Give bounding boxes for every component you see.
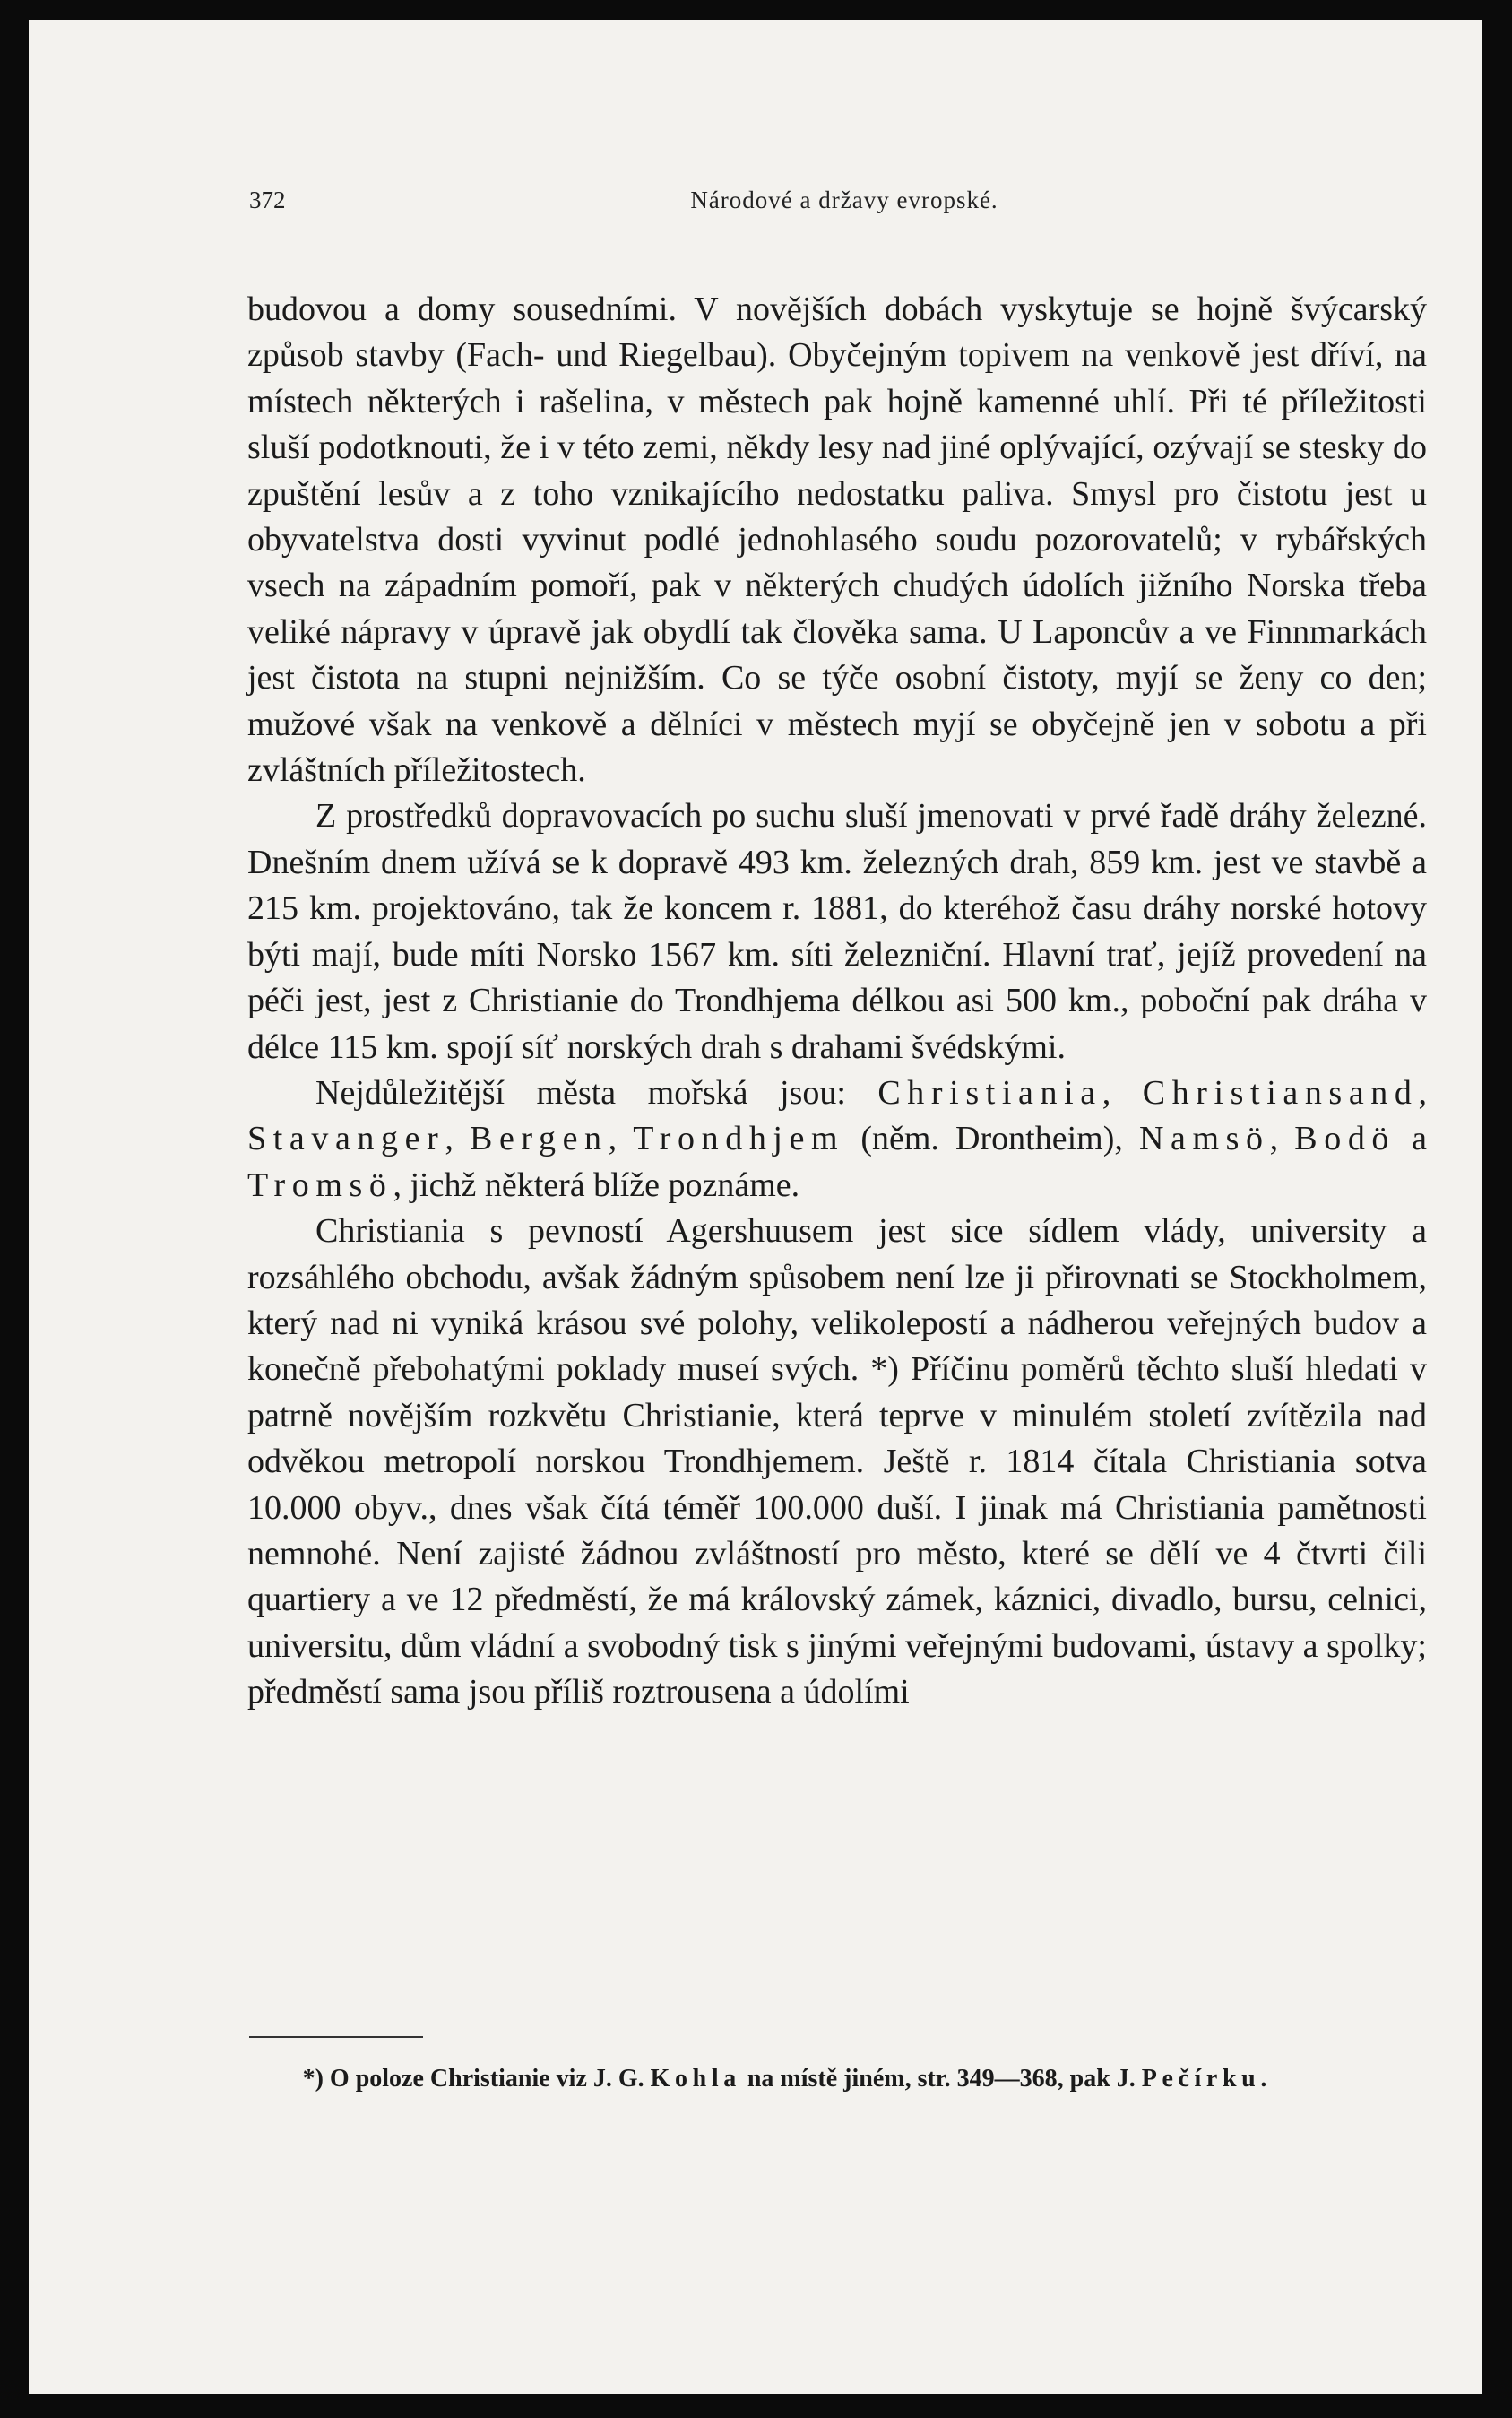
running-title: Národové a državy evropské. <box>690 186 998 213</box>
footnote <box>247 2062 1427 2095</box>
city-stavanger: Stavanger <box>247 1120 445 1158</box>
city-bodo: Bodö <box>1294 1120 1396 1158</box>
p3-end: , jichž některá blíže poznáme. <box>393 1166 800 1204</box>
book-page <box>29 20 1482 2394</box>
footnote-end: . <box>1260 2065 1267 2093</box>
body-text <box>247 287 1427 1716</box>
p3-intro: Nejdůležitější města mořská jsou: <box>315 1073 878 1112</box>
paragraph-3 <box>247 1070 1427 1209</box>
city-trondhjem: Trondhjem <box>633 1120 845 1158</box>
city-bergen: Bergen <box>470 1120 609 1158</box>
footnote-text <box>247 2062 1427 2095</box>
conjunction: a <box>1395 1120 1428 1158</box>
separator: , <box>608 1120 634 1158</box>
city-christiansand: Christiansand <box>1142 1073 1419 1112</box>
footnote-author-kohl: Kohla <box>650 2065 741 2093</box>
running-head <box>249 186 1439 222</box>
city-christiania: Christiania <box>877 1073 1102 1112</box>
footnote-author-pecirka: Pečírku <box>1141 2065 1261 2093</box>
p3-mid: (něm. Drontheim), <box>844 1120 1139 1158</box>
separator: , <box>1269 1120 1295 1158</box>
paragraph-2: Z prostředků dopravovacích po suchu sluší jmenovati v prvé řadě dráhy železné. Dnešním dnem užívá se k dopravě 493 km. železných drah, 859 km. jest ve stavbě a 215 km. projektováno, tak že koncem r. 1881, do kteréhož času dráhy norské hotovy býti mají, bude míti Norsko 1567 km. síti železniční. Hlavní trať, jejíž provedení na péči jest, jest z Christianie do Trondhjema délkou asi 500 km., poboční pak dráha v délce 115 km. spojí síť norských drah s drahami švédskými. <box>247 797 1427 1066</box>
page-number: 372 <box>249 186 286 213</box>
separator: , <box>1418 1073 1427 1112</box>
footnote-middle: na místě jiném, str. 349—368, pak J. <box>740 2065 1142 2093</box>
paragraph-1: budovou a domy sousedními. V novějších dobách vyskytuje se hojně švýcarský způsob stavby (Fach- und Riegelbau). Obyčejným topivem na venkově jest dříví, na místech některých i rašelina, v městech pak hojně kamenné uhlí. Při té příležitosti sluší podotknouti, že i v této zemi, někdy lesy nad jiné oplývající, ozývají se stesky do zpuštění lesův a z toho vznikajícího nedostatku paliva. Smysl pro čistotu jest u obyvatelstva dosti vyvinut podlé jednohlasého soudu pozorovatelů; v rybářských vsech na západním pomoří, pak v některých chudých údolích jižního Norska třeba veliké nápravy v úpravě jak obydlí tak člověka sama. U Laponcův a ve Finnmarkách jest čistota na stupni nejnižším. Co se týče osobní čistoty, myjí se ženy co den; mužové však na venkově a dělníci v městech myjí se obyčejně jen v sobotu a při zvláštních příležitostech. <box>247 290 1427 790</box>
separator: , <box>1102 1073 1143 1112</box>
separator: , <box>445 1120 470 1158</box>
city-tromso: Tromsö <box>247 1166 393 1204</box>
footnote-marker: *) O poloze Christianie viz J. G. <box>302 2065 651 2093</box>
paragraph-4: Christiania s pevností Agershuusem jest sice sídlem vlády, university a rozsáhlého obchodu, avšak žádným spůsobem není lze ji přirovnati se Stockholmem, který nad ni vyniká krásou své polohy, velikolepostí a nádherou veřejných budov a konečně přebohatými poklady museí svých. *) Příčinu poměrů těchto sluší hledati v patrně novějším rozkvětu Christianie, která teprve v minulém století zvítězila nad odvěkou metropolí norskou Trondhjemem. Ještě r. 1814 čítala Christiania sotva 10.000 obyv., dnes však čítá téměř 100.000 duší. I jinak má Christiania pamětnosti nemnohé. Není zajisté žádnou zvláštností pro město, které se dělí ve 4 čtvrti čili quartiery a ve 12 předměstí, že má královský zámek, káznici, divadlo, bursu, celnici, universitu, dům vládní a svobodný tisk s jinými veřejnými budovami, ústavy a spolky; předměstí sama jsou příliš roztrousena a údolími <box>247 1212 1427 1712</box>
footnote-divider <box>249 2036 423 2038</box>
city-namso: Namsö <box>1138 1120 1270 1158</box>
